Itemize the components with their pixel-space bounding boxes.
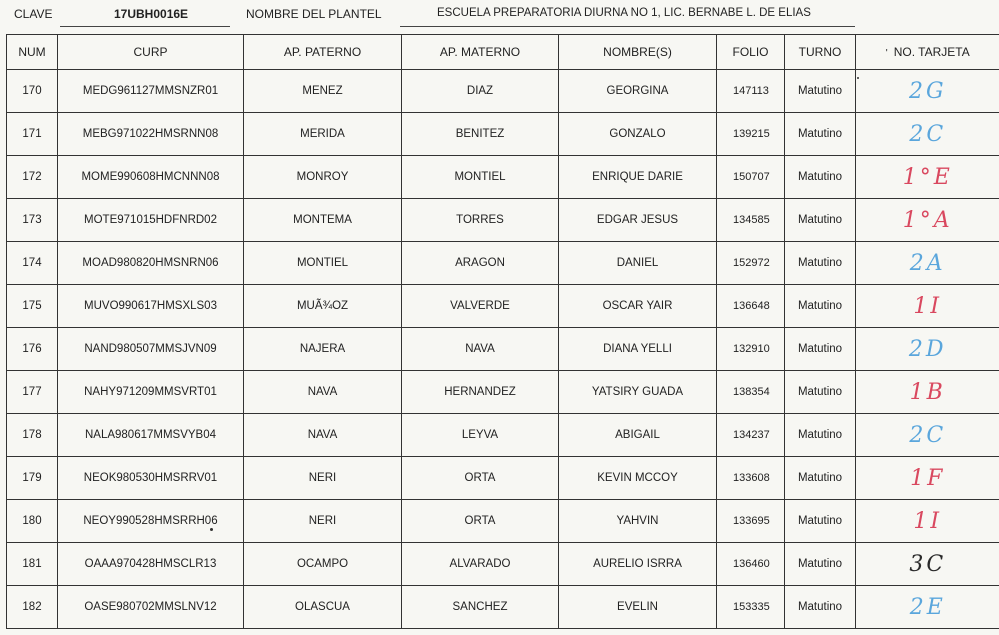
row-no-tarjeta: 2G bbox=[856, 70, 999, 113]
row-ap-paterno: OLASCUA bbox=[244, 586, 402, 629]
col-header-tarjeta bbox=[856, 35, 999, 70]
row-curp: MOAD980820HMSNRN06 bbox=[58, 242, 244, 285]
ink-speck bbox=[210, 528, 213, 531]
document-header bbox=[0, 0, 999, 34]
row-no-tarjeta: 1B bbox=[856, 371, 999, 414]
row-ap-paterno: NAVA bbox=[244, 371, 402, 414]
row-ap-materno: SANCHEZ bbox=[402, 586, 559, 629]
row-num: 177 bbox=[7, 371, 58, 414]
col-header-materno: AP. MATERNO bbox=[402, 35, 559, 70]
row-no-tarjeta: 2A bbox=[856, 242, 999, 285]
row-turno: Matutino bbox=[785, 371, 856, 414]
row-nombre: GONZALO bbox=[559, 113, 717, 156]
row-num: 176 bbox=[7, 328, 58, 371]
row-ap-materno: ORTA bbox=[402, 457, 559, 500]
row-no-tarjeta: 2C bbox=[856, 113, 999, 156]
row-num: 179 bbox=[7, 457, 58, 500]
tarjeta-mark: ' bbox=[885, 48, 888, 59]
row-num: 178 bbox=[7, 414, 58, 457]
row-num: 180 bbox=[7, 500, 58, 543]
table-row bbox=[7, 328, 999, 371]
row-folio: 139215 bbox=[717, 113, 785, 156]
clave-value: 17UBH0016E bbox=[114, 7, 189, 21]
row-nombre: OSCAR YAIR bbox=[559, 285, 717, 328]
tarjeta-header-label: NO. TARJETA bbox=[893, 45, 970, 59]
row-ap-paterno: NERI bbox=[244, 500, 402, 543]
col-header-nombre: NOMBRE(S) bbox=[559, 35, 717, 70]
row-turno: Matutino bbox=[785, 586, 856, 629]
row-ap-materno: HERNANDEZ bbox=[402, 371, 559, 414]
col-header-num: NUM bbox=[7, 35, 58, 70]
row-curp: NEOY990528HMSRRH06 bbox=[58, 500, 244, 543]
ink-speck bbox=[857, 77, 859, 79]
table-row bbox=[7, 113, 999, 156]
col-header-paterno: AP. PATERNO bbox=[244, 35, 402, 70]
row-folio: 138354 bbox=[717, 371, 785, 414]
row-nombre: ABIGAIL bbox=[559, 414, 717, 457]
row-ap-materno: LEYVA bbox=[402, 414, 559, 457]
row-ap-materno: BENITEZ bbox=[402, 113, 559, 156]
row-no-tarjeta: 3C bbox=[856, 543, 999, 586]
row-num: 182 bbox=[7, 586, 58, 629]
student-table bbox=[6, 34, 999, 629]
table-row bbox=[7, 285, 999, 328]
row-num: 181 bbox=[7, 543, 58, 586]
row-turno: Matutino bbox=[785, 414, 856, 457]
row-curp: NEOK980530HMSRRV01 bbox=[58, 457, 244, 500]
row-turno: Matutino bbox=[785, 156, 856, 199]
row-no-tarjeta: 1F bbox=[856, 457, 999, 500]
row-nombre: DANIEL bbox=[559, 242, 717, 285]
table-row bbox=[7, 586, 999, 629]
row-folio: 134585 bbox=[717, 199, 785, 242]
row-nombre: GEORGINA bbox=[559, 70, 717, 113]
row-ap-materno: ORTA bbox=[402, 500, 559, 543]
table-row bbox=[7, 457, 999, 500]
row-turno: Matutino bbox=[785, 328, 856, 371]
row-nombre: EVELIN bbox=[559, 586, 717, 629]
row-curp: NALA980617MMSVYB04 bbox=[58, 414, 244, 457]
row-num: 172 bbox=[7, 156, 58, 199]
row-turno: Matutino bbox=[785, 199, 856, 242]
row-folio: 133608 bbox=[717, 457, 785, 500]
row-ap-paterno: MONROY bbox=[244, 156, 402, 199]
row-num: 175 bbox=[7, 285, 58, 328]
row-ap-paterno: MONTEMA bbox=[244, 199, 402, 242]
table-row bbox=[7, 156, 999, 199]
row-folio: 132910 bbox=[717, 328, 785, 371]
clave-underline bbox=[60, 26, 230, 27]
row-curp: MEBG971022HMSRNN08 bbox=[58, 113, 244, 156]
plantel-underline bbox=[400, 26, 855, 27]
plantel-value: ESCUELA PREPARATORIA DIURNA NO 1, LIC. BERNABE L. DE ELIAS bbox=[437, 7, 811, 19]
row-no-tarjeta: 1I bbox=[856, 500, 999, 543]
row-curp: MUVO990617HMSXLS03 bbox=[58, 285, 244, 328]
table-row bbox=[7, 242, 999, 285]
row-ap-paterno: MONTIEL bbox=[244, 242, 402, 285]
row-no-tarjeta: 2E bbox=[856, 586, 999, 629]
row-ap-paterno: MUÃ¾OZ bbox=[244, 285, 402, 328]
table-row bbox=[7, 414, 999, 457]
row-turno: Matutino bbox=[785, 285, 856, 328]
row-nombre: YATSIRY GUADA bbox=[559, 371, 717, 414]
row-ap-materno: DIAZ bbox=[402, 70, 559, 113]
row-folio: 136648 bbox=[717, 285, 785, 328]
row-folio: 153335 bbox=[717, 586, 785, 629]
row-ap-paterno: NERI bbox=[244, 457, 402, 500]
row-folio: 134237 bbox=[717, 414, 785, 457]
col-header-turno: TURNO bbox=[785, 35, 856, 70]
row-no-tarjeta: 2D bbox=[856, 328, 999, 371]
row-num: 171 bbox=[7, 113, 58, 156]
row-ap-materno: VALVERDE bbox=[402, 285, 559, 328]
row-curp: OASE980702MMSLNV12 bbox=[58, 586, 244, 629]
table-row bbox=[7, 199, 999, 242]
row-folio: 150707 bbox=[717, 156, 785, 199]
row-folio: 136460 bbox=[717, 543, 785, 586]
row-num: 170 bbox=[7, 70, 58, 113]
row-ap-paterno: NAVA bbox=[244, 414, 402, 457]
row-turno: Matutino bbox=[785, 500, 856, 543]
row-nombre: EDGAR JESUS bbox=[559, 199, 717, 242]
table-body bbox=[7, 70, 999, 629]
row-nombre: ENRIQUE DARIE bbox=[559, 156, 717, 199]
col-header-folio: FOLIO bbox=[717, 35, 785, 70]
table-row bbox=[7, 543, 999, 586]
row-ap-paterno: OCAMPO bbox=[244, 543, 402, 586]
row-ap-materno: ARAGON bbox=[402, 242, 559, 285]
row-folio: 133695 bbox=[717, 500, 785, 543]
row-nombre: DIANA YELLI bbox=[559, 328, 717, 371]
row-nombre: AURELIO ISRRA bbox=[559, 543, 717, 586]
col-header-curp: CURP bbox=[58, 35, 244, 70]
row-folio: 152972 bbox=[717, 242, 785, 285]
row-no-tarjeta: 1I bbox=[856, 285, 999, 328]
row-ap-paterno: MERIDA bbox=[244, 113, 402, 156]
row-curp: OAAA970428HMSCLR13 bbox=[58, 543, 244, 586]
row-curp: NAHY971209MMSVRT01 bbox=[58, 371, 244, 414]
row-nombre: YAHVIN bbox=[559, 500, 717, 543]
row-no-tarjeta: 2C bbox=[856, 414, 999, 457]
row-ap-paterno: NAJERA bbox=[244, 328, 402, 371]
plantel-label: NOMBRE DEL PLANTEL bbox=[246, 7, 382, 21]
table-row bbox=[7, 70, 999, 113]
row-ap-materno: TORRES bbox=[402, 199, 559, 242]
row-curp: MOTE971015HDFNRD02 bbox=[58, 199, 244, 242]
row-no-tarjeta: 1°A bbox=[856, 199, 999, 242]
row-turno: Matutino bbox=[785, 242, 856, 285]
row-ap-materno: MONTIEL bbox=[402, 156, 559, 199]
clave-label: CLAVE bbox=[14, 7, 53, 21]
row-ap-paterno: MENEZ bbox=[244, 70, 402, 113]
row-ap-materno: NAVA bbox=[402, 328, 559, 371]
row-folio: 147113 bbox=[717, 70, 785, 113]
row-no-tarjeta: 1°E bbox=[856, 156, 999, 199]
table-row bbox=[7, 500, 999, 543]
row-curp: MEDG961127MMSNZR01 bbox=[58, 70, 244, 113]
row-num: 174 bbox=[7, 242, 58, 285]
table-header-row bbox=[7, 35, 999, 70]
row-turno: Matutino bbox=[785, 113, 856, 156]
row-curp: MOME990608HMCNNN08 bbox=[58, 156, 244, 199]
row-num: 173 bbox=[7, 199, 58, 242]
row-turno: Matutino bbox=[785, 543, 856, 586]
row-turno: Matutino bbox=[785, 70, 856, 113]
row-nombre: KEVIN MCCOY bbox=[559, 457, 717, 500]
row-curp: NAND980507MMSJVN09 bbox=[58, 328, 244, 371]
row-ap-materno: ALVARADO bbox=[402, 543, 559, 586]
row-turno: Matutino bbox=[785, 457, 856, 500]
table-row bbox=[7, 371, 999, 414]
